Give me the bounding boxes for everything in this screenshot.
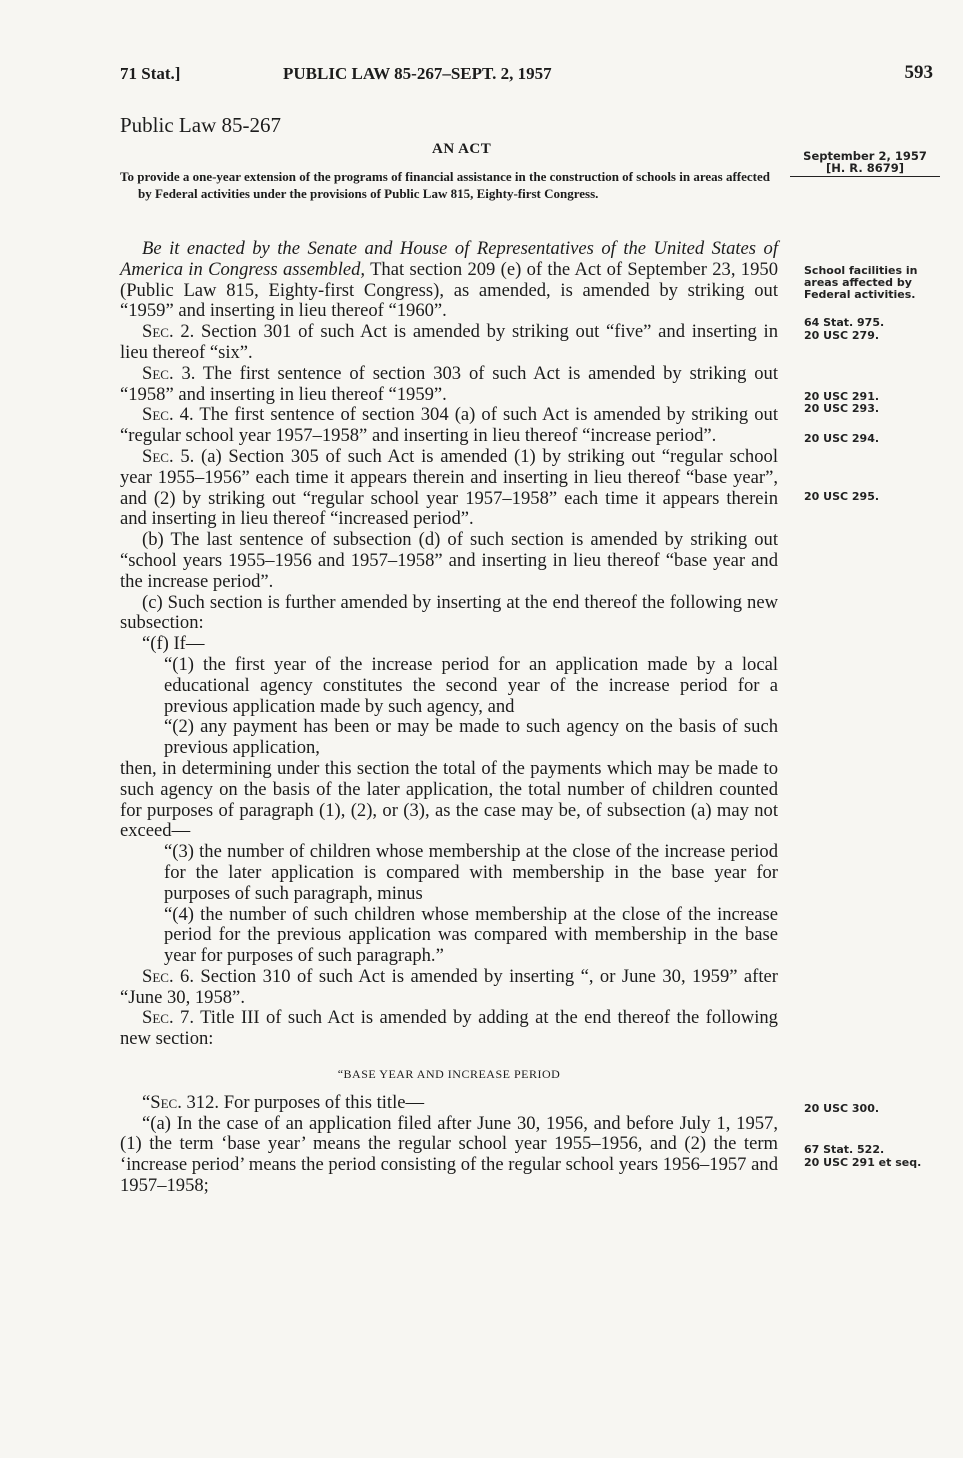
section-4-text: The first sentence of section 304 (a) of such Act is amended by striking out “regular school year 1957–1958” and inserting in lieu thereof “increase period”. <box>120 404 778 447</box>
margin-cite: 20 USC 293. <box>804 402 880 415</box>
subsection-f-intro: “(f) If— <box>142 633 205 655</box>
section-312a: “(a) In the case of an application filed after June 30, 1956, and before July 1, 1957, (1) the term ‘base year’ means the regular school year 1955–1956, and (2) the term ‘increase period’ means the period consisting of the regular school years 1956–1957 and 1957–1958; <box>120 1112 778 1197</box>
section-label: Sec. 7. <box>142 1007 194 1029</box>
section-label: Sec. 6. <box>142 965 194 987</box>
margin-cite: 64 Stat. 975. <box>804 316 885 329</box>
section-7 <box>120 1008 778 1050</box>
enacting-clause: Be it enacted by the Senate and House of Representatives of the United States of America in Congress assembled, <box>120 238 778 280</box>
running-head-volume: 71 Stat.] <box>120 64 181 83</box>
margin-cite: 20 USC 294. <box>804 432 880 445</box>
act-body <box>120 239 778 1197</box>
section-5c: (c) Such section is further amended by inserting at the end thereof the following new subsection: <box>120 591 778 634</box>
section-7-text: Title III of such Act is amended by adding at the end thereof the following new section: <box>120 1007 778 1050</box>
section-6 <box>120 967 778 1009</box>
section-1-text: That section 209 (e) of the Act of September 23, 1950 (Public Law 815, Eighty-first Congress), as amended, is amended by striking out “1959” and inserting in lieu thereof “1960”. <box>120 258 778 322</box>
section-3 <box>120 364 778 406</box>
margin-cite: 20 USC 291. <box>804 390 880 403</box>
section-label: Sec. 4. <box>142 404 194 426</box>
new-section-heading: “BASE YEAR AND INCREASE PERIOD <box>337 1067 561 1082</box>
section-2-text: Section 301 of such Act is amended by striking out “five” and inserting in lieu thereof “six”. <box>120 321 778 363</box>
section-6-text: Section 310 of such Act is amended by inserting “, or June 30, 1959” after “June 30, 1958”. <box>120 965 778 1008</box>
section-label: Sec. 5. <box>142 445 195 467</box>
page-number: 593 <box>904 62 933 83</box>
paragraph-f3: “(3) the number of children whose membership at the close of the increase period for the later application is compared with membership in the base year for purposes of such paragraph, minus <box>164 841 778 904</box>
running-head-title: PUBLIC LAW 85-267–SEPT. 2, 1957 <box>283 64 552 83</box>
section-label: Sec. 2. <box>142 321 195 343</box>
margin-cite: 20 USC 295. <box>804 490 880 503</box>
purpose-text: To provide a one-year extension of the programs of financial assistance in the construction of schools in areas affected by Federal activities under the provisions of Public Law 815, Eighty-first Congress. <box>120 169 770 201</box>
margin-date: September 2, 1957 <box>803 149 927 163</box>
paragraph-f4: “(4) the number of such children whose membership at the close of the increase period for the previous application was compared with membership in the base year for purposes of such paragraph.” <box>164 903 778 967</box>
margin-cite: 20 USC 300. <box>804 1102 880 1115</box>
law-title: Public Law 85-267 <box>120 113 281 137</box>
section-5a <box>120 447 778 530</box>
act-label: AN ACT <box>432 141 492 157</box>
section-label: Sec. 3. <box>142 362 196 384</box>
section-label: “Sec. 312. <box>142 1091 220 1113</box>
paragraph-then: then, in determining under this section the total of the payments which may be made to such agency on the basis of the later application, the total number of children counted for purposes of paragraph (1), (2), or (3), as the case may be, of subsection (a) may not exceed— <box>120 757 778 842</box>
margin-bill-number: [H. R. 8679] <box>790 162 940 177</box>
paragraph-f2: “(2) any payment has been or may be made to such agency on the basis of such previous application, <box>164 716 778 759</box>
section-312-text: For purposes of this title— <box>219 1091 425 1113</box>
section-312 <box>120 1093 778 1114</box>
section-1 <box>120 239 778 322</box>
section-5b: (b) The last sentence of subsection (d) of such section is amended by striking out “school years 1955–1956 and 1957–1958” and inserting in lieu thereof “base year and the increase period”. <box>120 529 778 592</box>
margin-subject: School facilities in areas affected by Federal activities. <box>804 264 918 301</box>
margin-cite: 67 Stat. 522. <box>804 1143 885 1156</box>
margin-date-block <box>790 150 940 177</box>
paragraph-f1: “(1) the first year of the increase period for an application made by a local educational agency constitutes the second year of the increase period for a previous application made by such agency, and <box>164 653 778 717</box>
section-3-text: The first sentence of section 303 of such Act is amended by striking out “1958” and inserting in lieu thereof “1959”. <box>120 362 778 405</box>
margin-cite: 20 USC 279. <box>804 329 880 342</box>
section-2 <box>120 322 778 364</box>
section-5a-text: (a) Section 305 of such Act is amended (1) by striking out “regular school year 1955–1956” each time it appears therein and inserting in lieu thereof “base year”, and (2) by striking out “regular school year 1957–1958” each time it appears therein and inserting in lieu thereof “increased period”. <box>120 445 778 530</box>
purpose-statement <box>120 168 778 202</box>
section-4 <box>120 405 778 447</box>
margin-cite: 20 USC 291 et seq. <box>804 1156 922 1169</box>
